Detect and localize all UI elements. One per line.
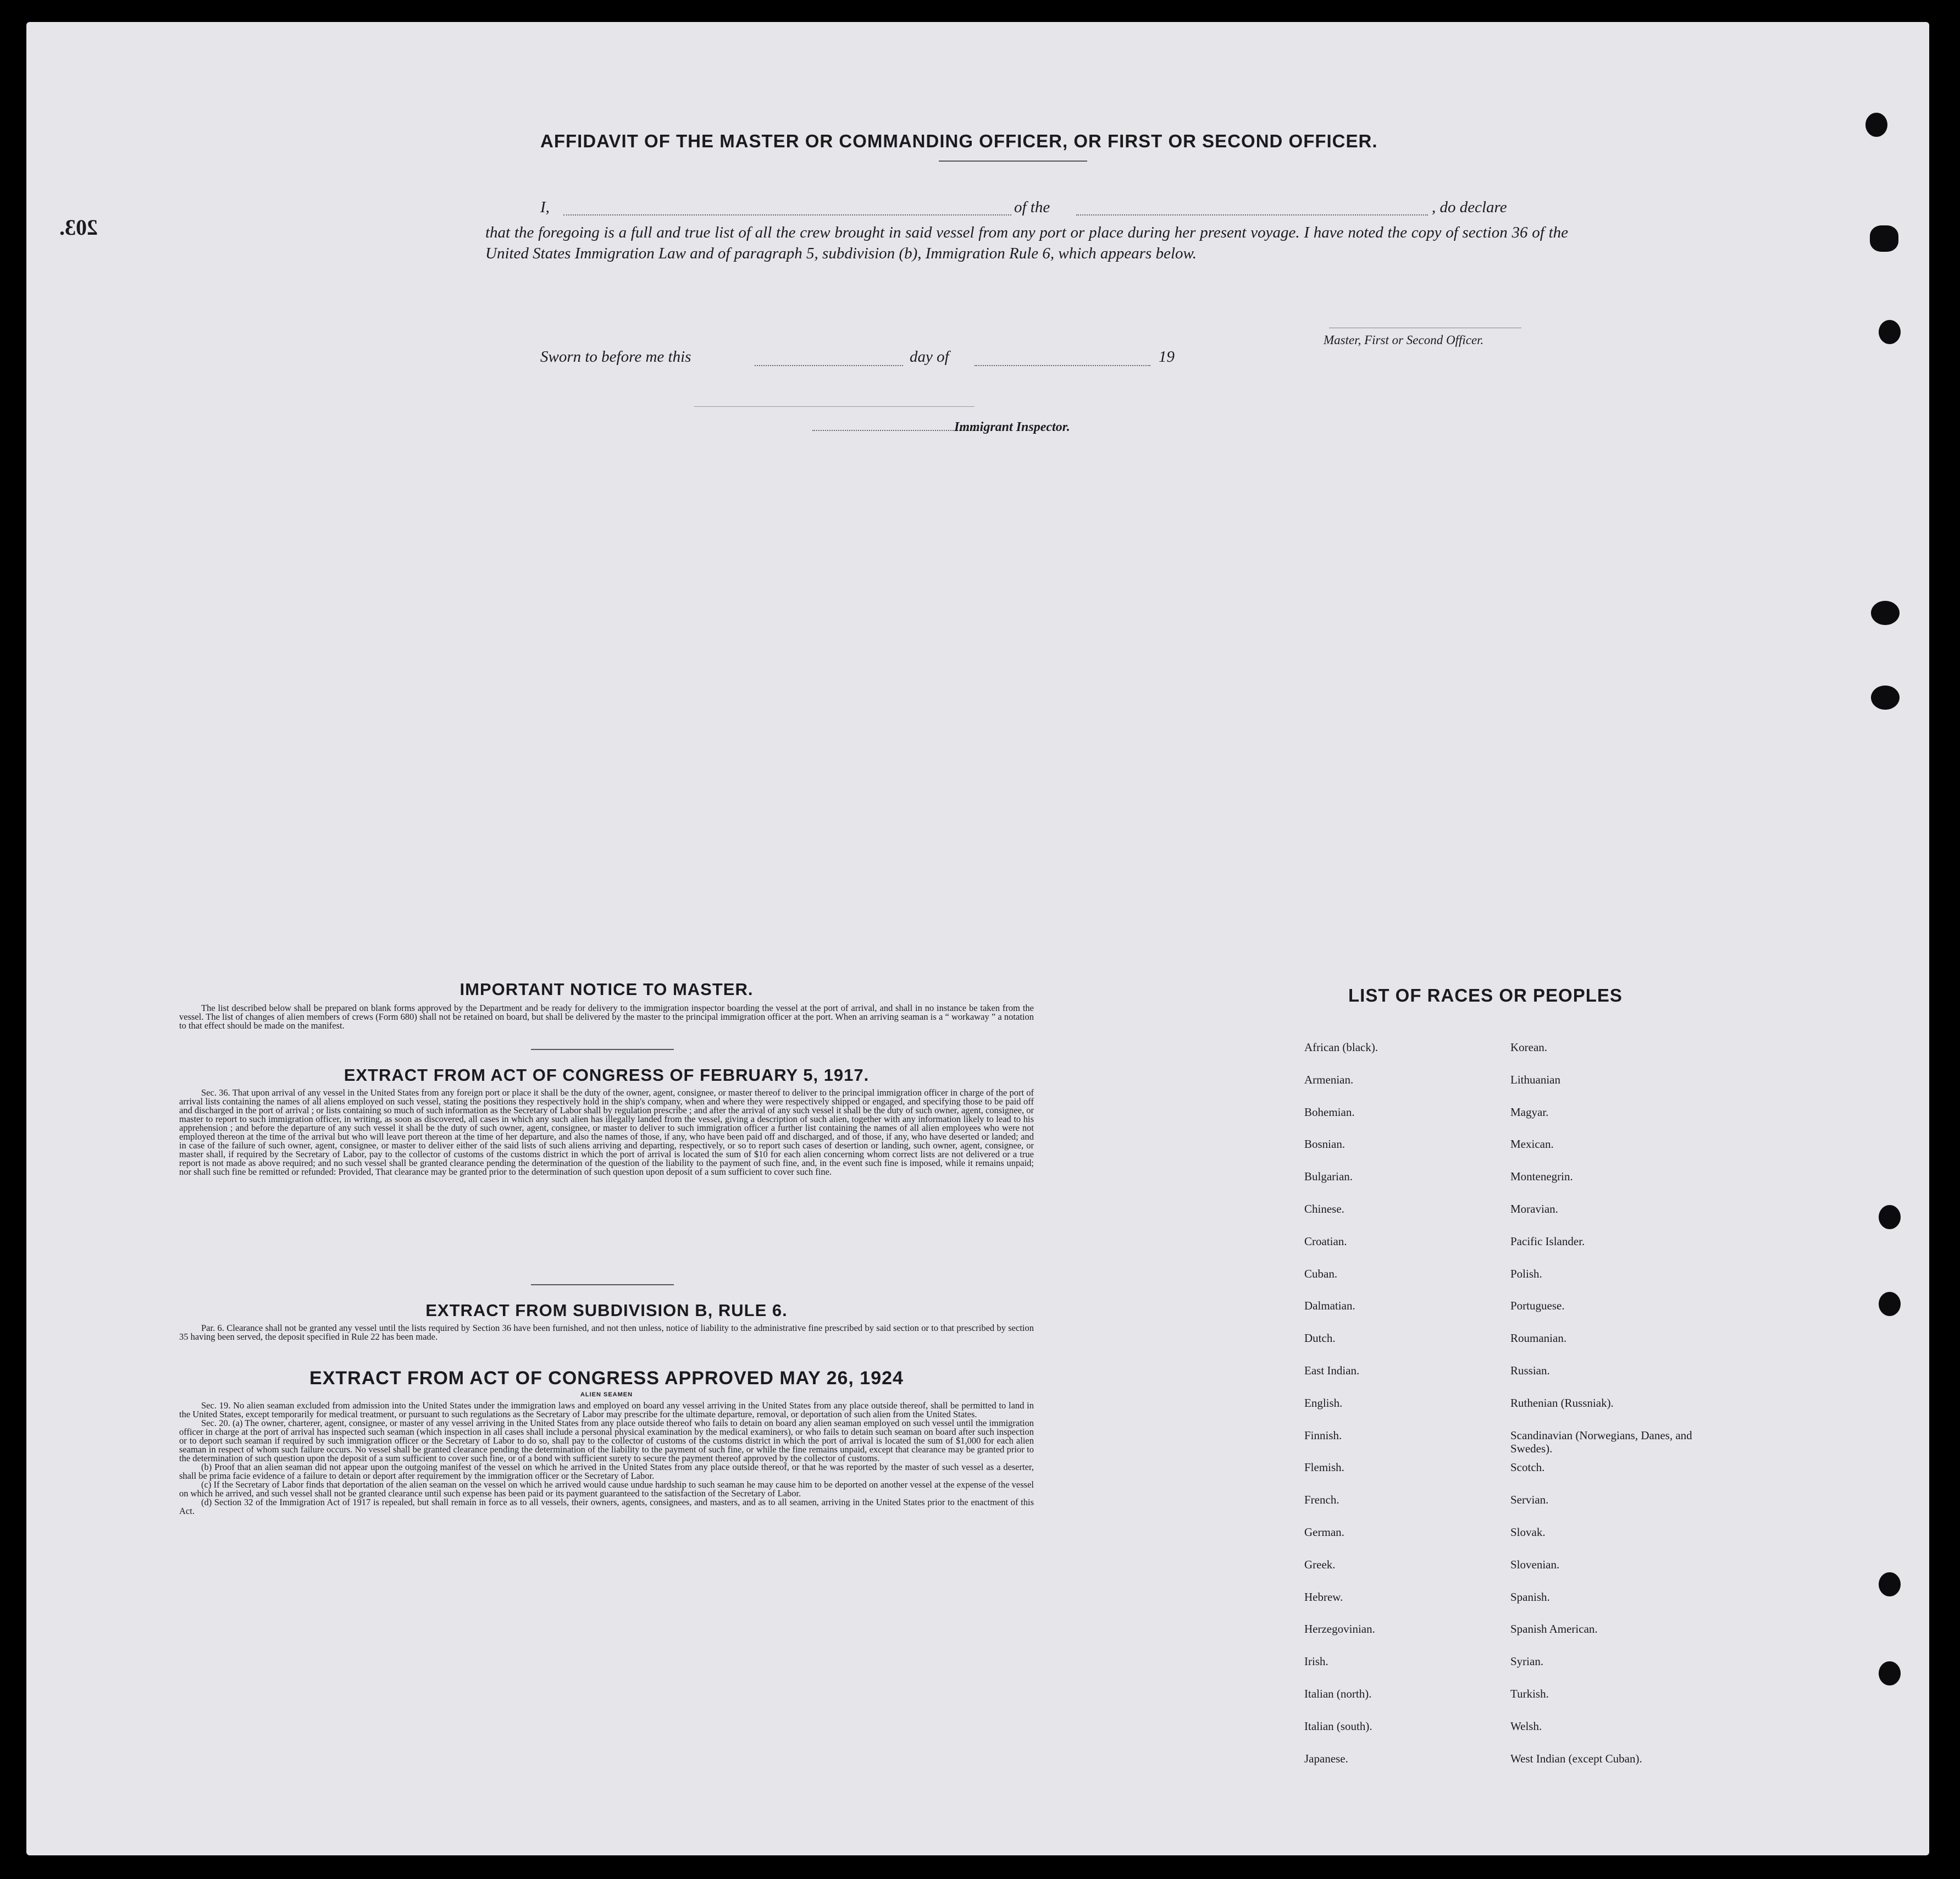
label-i: I, — [540, 198, 550, 216]
title-underline — [939, 161, 1087, 162]
race-item: African (black). — [1304, 1041, 1378, 1054]
declare-line — [540, 197, 1568, 219]
act-1917-title: EXTRACT FROM ACT OF CONGRESS OF FEBRUARY 5, 1917. — [344, 1065, 870, 1085]
race-item: Herzegovinian. — [1304, 1622, 1375, 1636]
act-1924-subtitle: ALIEN SEAMEN — [580, 1391, 633, 1398]
races-column-2 — [1510, 1041, 1708, 1784]
divider — [531, 1284, 674, 1285]
act-1917-paragraph: Sec. 36. That upon arrival of any vessel in the United States from any foreign port or place it shall be the duty of the owner, agent, consignee, or master thereof to deliver to the principal immigration officer in charge of the port of arrival lists containing the names of all aliens employed on such vessel, stating the positions they respectively hold in the ship's company, when and where they were respectively shipped or engaged, and specifying those to be paid off and discharged in the port of arrival ; or lists containing so much of such information as the Secretary of Labor shall by regulation prescribe ; and after the arrival of any such vessel it shall be the duty of such owner, agent, consignee, or master to report to such immigration officer, in writing, as soon as discovered, all cases in which any such alien has illegally landed from the vessel, giving a description of such alien, together with any information likely to lead to his apprehension ; and before the departure of any such vessel it shall be the duty of such owner, agent, consignee, or master to deliver to such immigration officer a further list containing the names of all alien employees who were not employed thereon at the time of the arrival but who will leave port thereon at the time of her departure, and also the names of those, if any, who have been paid off and discharged, and of those, if any, who have deserted or landed; and in case of the failure of such owner, agent, consignee, or master to deliver either of the said lists of such aliens arriving and departing, respectively, or so to report such cases of desertion or landing, such owner, agent, consignee, or master shall, if required by the Secretary of Labor, pay to the collector of customs of the customs district in which the port of arrival is located the sum of $10 for each alien concerning whom correct lists are not delivered or a true report is not made as above required; and no such vessel shall be granted clearance pending the determination of the question of the liability to the payment of such fine, and, in the event such fine is imposed, while it remains unpaid; nor shall such fine be remitted or refunded: Provided, That clearance may be granted prior to the determination of such question upon deposit of a sum sufficient to cover such fine. — [179, 1088, 1034, 1177]
race-item: West Indian (except Cuban). — [1510, 1751, 1642, 1765]
label-year: 19 — [1159, 348, 1175, 366]
act-1924-paragraph: (d) Section 32 of the Immigration Act of 1917 is repealed, but shall remain in force as to all vessels, their owners, agents, consignees, and masters, and as to all seamen, arriving in the United States prior to the enactment of this Act. — [179, 1497, 1034, 1516]
race-item: Mexican. — [1510, 1137, 1554, 1151]
binder-hole — [1871, 601, 1900, 625]
document-page — [26, 22, 1929, 1855]
race-item: Dalmatian. — [1304, 1299, 1355, 1313]
inspector-label: Immigrant Inspector. — [954, 420, 1070, 434]
act-1924-paragraph: (c) If the Secretary of Labor finds that deportation of the alien seaman on the vessel on which he arrived would cause undue hardship to such seaman he may cause him to be deported on another vessel at the expense of the vessel on which he arrived, and such vessel shall not be granted clearance until such expense has been paid or its payment guaranteed to the satisfaction of the Secretary of Labor. — [179, 1479, 1034, 1499]
race-item: Syrian. — [1510, 1655, 1544, 1668]
race-item: Slovak. — [1510, 1525, 1546, 1539]
notice-text — [179, 1004, 1034, 1041]
act-1917-text — [179, 1088, 1034, 1273]
race-item: Italian (south). — [1304, 1719, 1372, 1733]
race-item: Bosnian. — [1304, 1137, 1346, 1151]
race-item: Spanish American. — [1510, 1622, 1598, 1636]
rule-6-paragraph: Par. 6. Clearance shall not be granted any vessel until the lists required by Section 36 have been furnished, and not then unless, notice of liability to the administrative fine prescribed by said section or to that prescribed by section 35 having been served, the deposit specified in Rule 22 has been made. — [179, 1324, 1034, 1342]
act-1924-paragraph: (b) Proof that an alien seaman did not appear upon the outgoing manifest of the vessel on which he arrived in the United States from any place outside thereof, or that he was reported by the master of such vessel as a deserter, shall be prima facie evidence of a failure to detain or deport after requirement by the immigration officer or the Secretary of Labor. — [179, 1462, 1034, 1481]
race-item: Welsh. — [1510, 1719, 1542, 1733]
vessel-field[interactable] — [1076, 214, 1428, 215]
margin-stamp: 203. — [59, 215, 98, 240]
race-item: German. — [1304, 1525, 1344, 1539]
race-item: Roumanian. — [1510, 1331, 1567, 1345]
race-item: Polish. — [1510, 1267, 1542, 1280]
race-item: Korean. — [1510, 1041, 1548, 1054]
binder-hole — [1870, 225, 1898, 252]
race-item: Cuban. — [1304, 1267, 1338, 1280]
race-item: English. — [1304, 1396, 1343, 1410]
binder-hole — [1879, 1205, 1901, 1229]
label-of-the: of the — [1014, 198, 1050, 216]
race-item: Scotch. — [1510, 1461, 1545, 1474]
races-title: LIST OF RACES OR PEOPLES — [1348, 985, 1623, 1005]
day-field[interactable] — [755, 365, 903, 366]
binder-hole — [1879, 1572, 1901, 1596]
race-item: Lithuanian — [1510, 1073, 1560, 1086]
divider — [531, 1049, 674, 1050]
race-item: Magyar. — [1510, 1105, 1549, 1119]
act-1924-text — [179, 1401, 1034, 1594]
master-label: Master, First or Second Officer. — [1324, 333, 1484, 347]
binder-hole — [1879, 320, 1901, 344]
binder-hole — [1879, 1661, 1901, 1685]
race-item: Montenegrin. — [1510, 1170, 1573, 1184]
race-item: Pacific Islander. — [1510, 1234, 1585, 1248]
inspector-upper-line — [694, 406, 975, 407]
legal-notices — [179, 980, 1034, 1594]
rule-6-title: EXTRACT FROM SUBDIVISION B, RULE 6. — [425, 1301, 788, 1320]
binder-hole — [1879, 1292, 1901, 1316]
race-item: Finnish. — [1304, 1428, 1342, 1442]
notice-title: IMPORTANT NOTICE TO MASTER. — [459, 980, 754, 999]
rule-6-text — [179, 1324, 1034, 1351]
race-item: Hebrew. — [1304, 1590, 1343, 1604]
race-item: Russian. — [1510, 1363, 1550, 1377]
race-item: East Indian. — [1304, 1363, 1360, 1377]
race-item: Flemish. — [1304, 1461, 1344, 1474]
month-field[interactable] — [975, 365, 1150, 366]
act-1924-paragraph: Sec. 20. (a) The owner, charterer, agent, consignee, or master of any vessel arriving in the United States from any place outside thereof who fails to detain on board any alien seaman employed on such vessel until the immigration officer in charge at the port of arrival has inspected such seaman (which inspection in all cases shall include a personal physical examination by the medical examiners), or who fails to detain such seaman on board after such inspection or to deport such seaman if required by such immigration officer or the Secretary of Labor to do so, shall pay to the collector of customs of the customs district in which the port of arrival is located the sum of $1,000 for each alien seaman in respect of whom such failure occurs. No vessel shall be granted clearance pending the determination of the liability to the payment of such fine, or while the fine remains unpaid, except that clearance may be granted prior to the determination of such question upon the deposit of a sum sufficient to cover such fine, or of a bond with sufficient surety to secure the payment thereof approved by the collector of customs. — [179, 1418, 1034, 1463]
race-item: Scandinavian (Norwegians, Danes, and Swedes). — [1510, 1428, 1692, 1455]
name-field[interactable] — [563, 214, 1011, 215]
race-item: Greek. — [1304, 1557, 1336, 1571]
label-do-declare: , do declare — [1432, 198, 1507, 216]
race-item: Bulgarian. — [1304, 1170, 1353, 1184]
label-sworn: Sworn to before me this — [540, 348, 691, 366]
race-item: Croatian. — [1304, 1234, 1347, 1248]
binder-hole — [1871, 686, 1900, 710]
race-item: Japanese. — [1304, 1751, 1348, 1765]
race-item: Armenian. — [1304, 1073, 1354, 1086]
inspector-signature-line[interactable] — [812, 430, 977, 431]
binder-hole — [1865, 113, 1887, 137]
race-item: Servian. — [1510, 1493, 1549, 1507]
race-item: Irish. — [1304, 1655, 1328, 1668]
act-1924-paragraph: Sec. 19. No alien seaman excluded from admission into the United States under the immigration laws and employed on board any vessel arriving in the United States from any place outside thereof, shall be permitted to land in the United States, except temporarily for medical treatment, or pursuant to such regulations as the Secretary of Labor may prescribe for the ultimate departure, removal, or deportation of such alien from the United States. — [179, 1401, 1034, 1419]
race-item: Spanish. — [1510, 1590, 1550, 1604]
race-item: Slovenian. — [1510, 1557, 1560, 1571]
act-1924-title: EXTRACT FROM ACT OF CONGRESS APPROVED MAY 26, 1924 — [309, 1368, 904, 1389]
affidavit-title: AFFIDAVIT OF THE MASTER OR COMMANDING OFFICER, OR FIRST OR SECOND OFFICER. — [540, 131, 1378, 151]
notice-paragraph: The list described below shall be prepared on blank forms approved by the Department and be ready for delivery to the immigration inspector boarding the vessel at the port of arrival, and shall in no instance be taken from the vessel. The list of changes of alien members of crews (Form 680) shall not be retained on board, but shall be delivered by the master to the principal immigration officer at the port. When an arriving seaman is a “ workaway ” a notation to that effect should be made on the manifest. — [179, 1004, 1034, 1031]
races-column-1 — [1304, 1041, 1378, 1784]
race-item: Italian (north). — [1304, 1687, 1372, 1700]
races-list — [1304, 1041, 1744, 1810]
declaration-body: that the foregoing is a full and true list of all the crew brought in said vessel from any port or place during her present voyage. I have noted the copy of section 36 of the United States Immigration Law and of paragraph 5, subdivision (b), Immigration Rule 6, which appears below. — [485, 224, 1568, 262]
race-item: Dutch. — [1304, 1331, 1336, 1345]
sworn-line — [540, 346, 1200, 368]
race-item: Chinese. — [1304, 1202, 1344, 1215]
race-item: Ruthenian (Russniak). — [1510, 1396, 1614, 1410]
race-item: Bohemian. — [1304, 1105, 1355, 1119]
race-item: Portuguese. — [1510, 1299, 1565, 1313]
race-item: French. — [1304, 1493, 1339, 1507]
race-item: Moravian. — [1510, 1202, 1558, 1215]
race-item: Turkish. — [1510, 1687, 1549, 1700]
label-day-of: day of — [910, 348, 949, 366]
